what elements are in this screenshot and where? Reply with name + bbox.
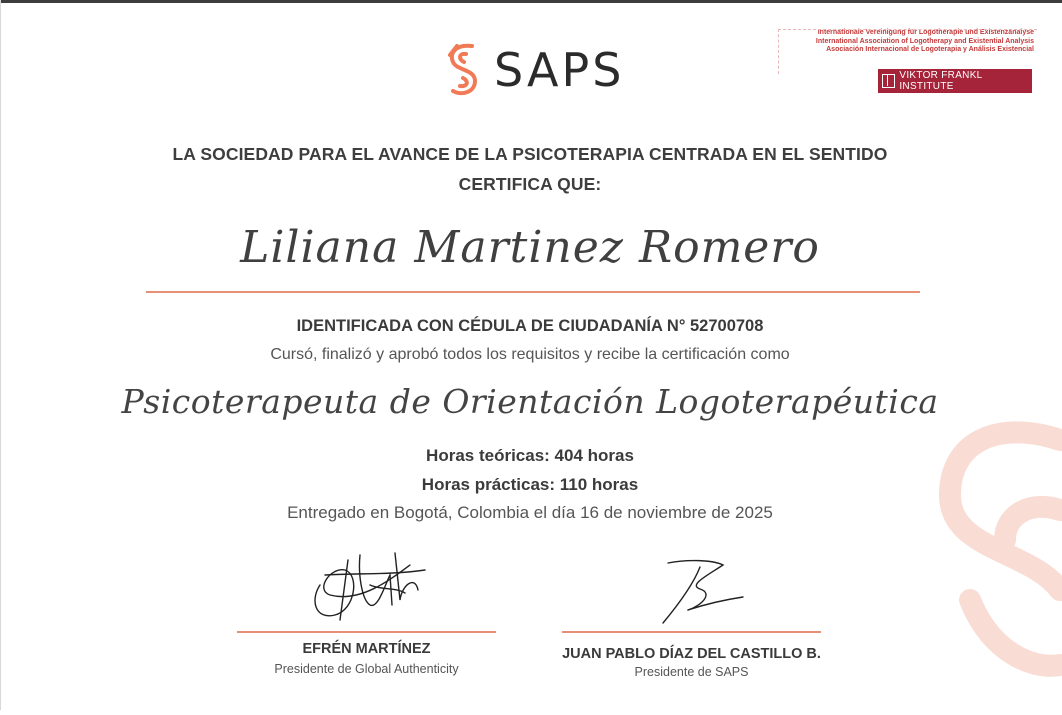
vfi-logo-icon [882,74,895,88]
association-line-es: Asociación Internacional de Logoterapia y Análisis Existencial [826,46,1034,53]
certification-title: Psicoterapeuta de Orientación Logoterapéutica [121,382,939,421]
association-header [782,29,1034,55]
certificate-heading: LA SOCIEDAD PARA EL AVANCE DE LA PSICOTERAPIA CENTRADA EN EL SENTIDO [172,144,888,164]
signature-efren [300,545,430,635]
viktor-frankl-institute-badge [878,69,1032,93]
signature-line-juan-pablo [562,631,821,633]
signature-line-efren [237,631,496,633]
association-line-de: Internationale Vereinigung für Logotherapie und Existenzanalyse [817,29,1034,36]
association-frame [778,29,1037,74]
recipient-name: Liliana Martinez Romero [240,222,820,273]
vfi-label: VIKTOR FRANKL INSTITUTE [899,70,983,92]
name-underline [146,291,920,293]
certifies-that: CERTIFICA QUE: [458,174,602,194]
theory-hours: Horas teóricas: 404 horas [426,446,634,465]
course-completion-line: Cursó, finalizó y aprobó todos los requisitos y recibe la certificación como [270,346,790,363]
practice-hours: Horas prácticas: 110 horas [421,475,639,494]
signer-role-efren: Presidente de Global Authenticity [274,662,459,676]
left-border [0,0,1,710]
saps-s-logo-icon [444,41,484,99]
saps-logo [444,40,624,100]
delivery-date-line: Entregado en Bogotá, Colombia el día 16 de noviembre de 2025 [287,503,773,522]
association-line-en: International Association of Logotherapy and Existential Analysis [815,37,1034,45]
signer-name-efren: EFRÉN MARTÍNEZ [302,641,431,657]
id-number-line: IDENTIFICADA CON CÉDULA DE CIUDADANÍA N° 52700708 [296,317,764,335]
signature-juan-pablo [648,555,758,635]
saps-logo-text: SAPS [494,43,625,97]
top-border [0,0,1062,3]
signer-name-juan-pablo: JUAN PABLO DÍAZ DEL CASTILLO B. [562,646,821,662]
signer-role-juan-pablo: Presidente de SAPS [634,665,749,679]
